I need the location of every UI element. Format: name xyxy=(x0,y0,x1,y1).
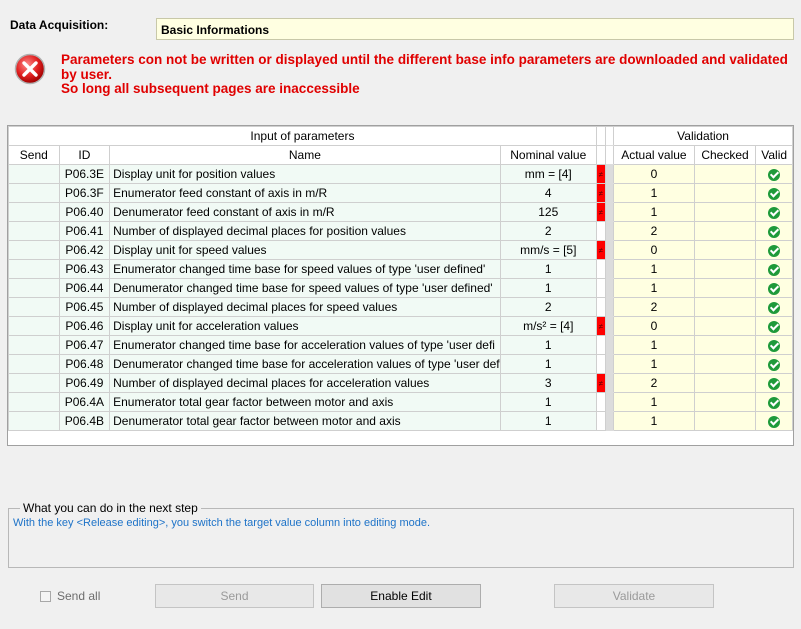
col-header-send[interactable]: Send xyxy=(9,146,60,165)
col-header-actual[interactable]: Actual value xyxy=(614,146,695,165)
send-cell[interactable] xyxy=(9,165,60,184)
nominal-value-cell[interactable]: 2 xyxy=(500,298,596,317)
id-cell: P06.40 xyxy=(59,203,109,222)
table-row[interactable] xyxy=(9,374,793,393)
table-row[interactable] xyxy=(9,165,793,184)
table-row[interactable] xyxy=(9,393,793,412)
nominal-value-cell[interactable]: 1 xyxy=(500,393,596,412)
checked-cell[interactable] xyxy=(694,241,756,260)
column-separator xyxy=(605,393,613,412)
nominal-value-cell[interactable]: mm/s = [5] xyxy=(500,241,596,260)
parameters-table xyxy=(8,126,793,431)
group-separator xyxy=(605,127,613,146)
send-all-checkbox[interactable] xyxy=(40,589,100,603)
actual-value-cell: 1 xyxy=(614,336,695,355)
send-cell[interactable] xyxy=(9,317,60,336)
mismatch-flag xyxy=(596,374,605,393)
valid-cell xyxy=(756,203,793,222)
enable-edit-button[interactable]: Enable Edit xyxy=(321,584,481,608)
not-equal-icon: ≠ xyxy=(598,207,604,217)
id-cell: P06.4B xyxy=(59,412,109,431)
id-cell: P06.48 xyxy=(59,355,109,374)
mismatch-flag xyxy=(596,336,605,355)
nominal-value-cell[interactable]: 2 xyxy=(500,222,596,241)
mismatch-flag xyxy=(596,279,605,298)
valid-check-icon xyxy=(768,264,780,276)
actual-value-cell: 2 xyxy=(614,374,695,393)
send-cell[interactable] xyxy=(9,298,60,317)
checked-cell[interactable] xyxy=(694,279,756,298)
send-cell[interactable] xyxy=(9,260,60,279)
valid-cell xyxy=(756,184,793,203)
send-cell[interactable] xyxy=(9,393,60,412)
send-cell[interactable] xyxy=(9,374,60,393)
nominal-value-cell[interactable]: 1 xyxy=(500,336,596,355)
id-cell: P06.46 xyxy=(59,317,109,336)
table-row[interactable] xyxy=(9,412,793,431)
nominal-value-cell[interactable]: mm = [4] xyxy=(500,165,596,184)
valid-check-icon xyxy=(768,207,780,219)
send-all-label: Send all xyxy=(57,589,101,603)
data-acquisition-field[interactable]: Basic Informations xyxy=(156,18,794,40)
actual-value-cell: 1 xyxy=(614,412,695,431)
nominal-value-cell[interactable]: 1 xyxy=(500,279,596,298)
column-separator xyxy=(605,412,613,431)
column-separator xyxy=(605,241,613,260)
id-cell: P06.3F xyxy=(59,184,109,203)
error-line-2: So long all subsequent pages are inaccessible xyxy=(61,81,360,96)
group-header-input: Input of parameters xyxy=(9,127,597,146)
id-cell: P06.45 xyxy=(59,298,109,317)
name-cell: Number of displayed decimal places for speed values xyxy=(110,298,501,317)
send-cell[interactable] xyxy=(9,355,60,374)
table-row[interactable] xyxy=(9,336,793,355)
id-cell: P06.43 xyxy=(59,260,109,279)
id-cell: P06.4A xyxy=(59,393,109,412)
mismatch-flag xyxy=(596,222,605,241)
valid-cell xyxy=(756,355,793,374)
name-cell: Denumerator total gear factor between motor and axis xyxy=(110,412,501,431)
valid-cell xyxy=(756,279,793,298)
nominal-value-cell[interactable]: 125 xyxy=(500,203,596,222)
table-row[interactable] xyxy=(9,355,793,374)
valid-cell xyxy=(756,222,793,241)
actual-value-cell: 0 xyxy=(614,241,695,260)
not-equal-icon: ≠ xyxy=(598,245,604,255)
column-separator xyxy=(605,317,613,336)
col-header-valid[interactable]: Valid xyxy=(756,146,793,165)
name-cell: Denumerator changed time base for speed values of type 'user defined' xyxy=(110,279,501,298)
column-separator xyxy=(605,260,613,279)
nominal-value-cell[interactable]: 1 xyxy=(500,355,596,374)
valid-cell xyxy=(756,317,793,336)
send-cell[interactable] xyxy=(9,279,60,298)
actual-value-cell: 2 xyxy=(614,298,695,317)
table-row[interactable] xyxy=(9,279,793,298)
valid-cell xyxy=(756,336,793,355)
table-row[interactable] xyxy=(9,222,793,241)
column-separator xyxy=(605,203,613,222)
checked-cell[interactable] xyxy=(694,374,756,393)
send-cell[interactable] xyxy=(9,184,60,203)
valid-check-icon xyxy=(768,245,780,257)
error-message xyxy=(61,53,789,97)
checked-cell[interactable] xyxy=(694,336,756,355)
checked-cell[interactable] xyxy=(694,355,756,374)
group-header-validation: Validation xyxy=(614,127,793,146)
column-separator xyxy=(605,298,613,317)
valid-cell xyxy=(756,393,793,412)
mismatch-flag xyxy=(596,355,605,374)
name-cell: Display unit for speed values xyxy=(110,241,501,260)
send-cell[interactable] xyxy=(9,222,60,241)
column-separator xyxy=(605,374,613,393)
valid-cell xyxy=(756,260,793,279)
column-separator xyxy=(605,336,613,355)
checked-cell[interactable] xyxy=(694,260,756,279)
mismatch-flag xyxy=(596,184,605,203)
name-cell: Enumerator total gear factor between motor and axis xyxy=(110,393,501,412)
actual-value-cell: 1 xyxy=(614,203,695,222)
mismatch-flag xyxy=(596,165,605,184)
table-row[interactable] xyxy=(9,184,793,203)
group-header-gap xyxy=(596,127,605,146)
checkbox-box[interactable] xyxy=(40,591,51,602)
actual-value-cell: 1 xyxy=(614,184,695,203)
mismatch-flag xyxy=(596,203,605,222)
valid-check-icon xyxy=(768,378,780,390)
valid-check-icon xyxy=(768,169,780,181)
valid-check-icon xyxy=(768,283,780,295)
table-row[interactable] xyxy=(9,298,793,317)
col-header-name[interactable]: Name xyxy=(110,146,501,165)
id-cell: P06.44 xyxy=(59,279,109,298)
id-cell: P06.47 xyxy=(59,336,109,355)
valid-cell xyxy=(756,165,793,184)
actual-value-cell: 1 xyxy=(614,355,695,374)
name-cell: Number of displayed decimal places for acceleration values xyxy=(110,374,501,393)
not-equal-icon: ≠ xyxy=(598,188,604,198)
actual-value-cell: 0 xyxy=(614,165,695,184)
actual-value-cell: 1 xyxy=(614,260,695,279)
data-acquisition-label: Data Acquisition: xyxy=(10,18,109,32)
send-cell[interactable] xyxy=(9,412,60,431)
validate-button[interactable]: Validate xyxy=(554,584,714,608)
name-cell: Number of displayed decimal places for position values xyxy=(110,222,501,241)
nominal-value-cell[interactable]: 1 xyxy=(500,412,596,431)
valid-cell xyxy=(756,241,793,260)
send-cell[interactable] xyxy=(9,336,60,355)
name-cell: Enumerator feed constant of axis in m/R xyxy=(110,184,501,203)
col-header-checked[interactable]: Checked xyxy=(694,146,756,165)
nominal-value-cell[interactable]: 3 xyxy=(500,374,596,393)
valid-check-icon xyxy=(768,359,780,371)
checked-cell[interactable] xyxy=(694,412,756,431)
valid-check-icon xyxy=(768,416,780,428)
col-header-nominal[interactable]: Nominal value xyxy=(500,146,596,165)
valid-check-icon xyxy=(768,340,780,352)
column-separator xyxy=(605,165,613,184)
column-separator xyxy=(605,355,613,374)
column-separator xyxy=(605,184,613,203)
name-cell: Denumerator feed constant of axis in m/R xyxy=(110,203,501,222)
actual-value-cell: 1 xyxy=(614,393,695,412)
checked-cell[interactable] xyxy=(694,165,756,184)
name-cell: Display unit for acceleration values xyxy=(110,317,501,336)
name-cell: Denumerator changed time base for acceleration values of type 'user def xyxy=(110,355,501,374)
table-row[interactable] xyxy=(9,317,793,336)
not-equal-icon: ≠ xyxy=(598,169,604,179)
name-cell: Display unit for position values xyxy=(110,165,501,184)
nominal-value-cell[interactable]: 1 xyxy=(500,260,596,279)
mismatch-flag xyxy=(596,298,605,317)
parameters-grid[interactable] xyxy=(7,125,794,446)
send-cell[interactable] xyxy=(9,203,60,222)
table-row[interactable] xyxy=(9,260,793,279)
checked-cell[interactable] xyxy=(694,222,756,241)
id-cell: P06.3E xyxy=(59,165,109,184)
checked-cell[interactable] xyxy=(694,393,756,412)
mismatch-flag xyxy=(596,317,605,336)
valid-check-icon xyxy=(768,321,780,333)
id-cell: P06.41 xyxy=(59,222,109,241)
next-step-text: With the key <Release editing>, you switch the target value column into editing mode. xyxy=(13,517,431,529)
not-equal-icon: ≠ xyxy=(598,321,604,331)
nominal-value-cell[interactable]: m/s² = [4] xyxy=(500,317,596,336)
mismatch-flag xyxy=(596,393,605,412)
error-line-1: Parameters con not be written or displayed until the different base info parameters are downloaded and validated by user. xyxy=(61,52,788,82)
mismatch-flag xyxy=(596,241,605,260)
table-row[interactable] xyxy=(9,203,793,222)
actual-value-cell: 2 xyxy=(614,222,695,241)
col-header-flag xyxy=(596,146,605,165)
column-separator xyxy=(605,222,613,241)
send-button[interactable]: Send xyxy=(155,584,314,608)
valid-cell xyxy=(756,374,793,393)
valid-cell xyxy=(756,412,793,431)
col-header-id[interactable]: ID xyxy=(59,146,109,165)
name-cell: Enumerator changed time base for speed values of type 'user defined' xyxy=(110,260,501,279)
valid-cell xyxy=(756,298,793,317)
col-header-separator xyxy=(605,146,613,165)
actual-value-cell: 1 xyxy=(614,279,695,298)
actual-value-cell: 0 xyxy=(614,317,695,336)
send-cell[interactable] xyxy=(9,241,60,260)
id-cell: P06.42 xyxy=(59,241,109,260)
mismatch-flag xyxy=(596,412,605,431)
valid-check-icon xyxy=(768,397,780,409)
checked-cell[interactable] xyxy=(694,298,756,317)
error-x-icon xyxy=(14,53,46,85)
checked-cell[interactable] xyxy=(694,317,756,336)
name-cell: Enumerator changed time base for acceleration values of type 'user defi xyxy=(110,336,501,355)
valid-check-icon xyxy=(768,226,780,238)
next-step-legend: What you can do in the next step xyxy=(20,501,201,515)
nominal-value-cell[interactable]: 4 xyxy=(500,184,596,203)
valid-check-icon xyxy=(768,188,780,200)
not-equal-icon: ≠ xyxy=(598,378,604,388)
table-row[interactable] xyxy=(9,241,793,260)
valid-check-icon xyxy=(768,302,780,314)
column-separator xyxy=(605,279,613,298)
checked-cell[interactable] xyxy=(694,203,756,222)
checked-cell[interactable] xyxy=(694,184,756,203)
mismatch-flag xyxy=(596,260,605,279)
id-cell: P06.49 xyxy=(59,374,109,393)
